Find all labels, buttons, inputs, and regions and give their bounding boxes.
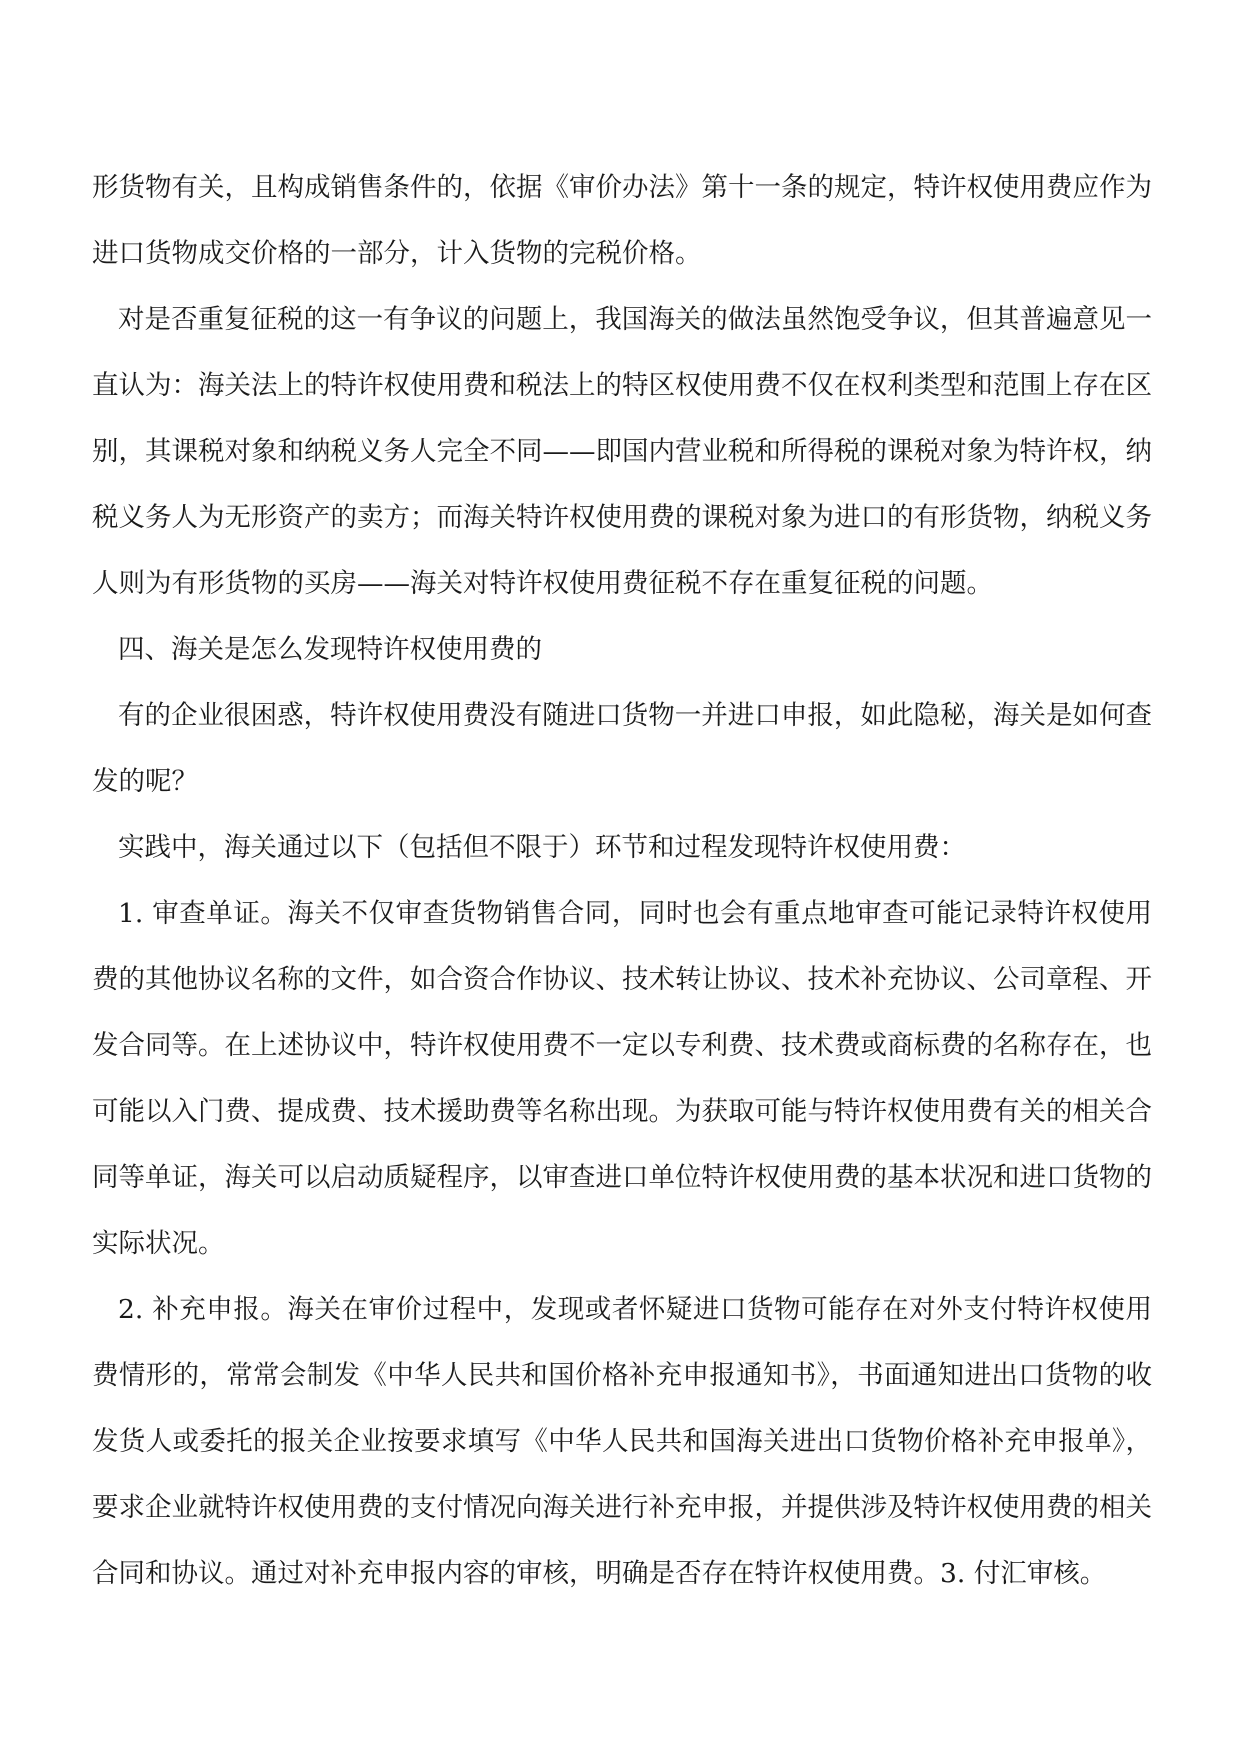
paragraph-review-documents: 1. 审查单证。海关不仅审查货物销售合同，同时也会有重点地审查可能记录特许权使用费的其他协议名称的文件，如合资合作协议、技术转让协议、技术补充协议、公司章程、开发合同等。在上述协议中，特许权使用费不一定以专利费、技术费或商标费的名称存在，也可能以入门费、提成费、技术援助费等名称出现。为获取可能与特许权使用费有关的相关合同等单证，海关可以启动质疑程序，以审查进口单位特许权使用费的基本状况和进口货物的实际状况。 (92, 898, 1152, 1259)
section-heading-four: 四、海关是怎么发现特许权使用费的 (118, 634, 542, 665)
paragraph-royalty-dutiable-value: 形货物有关，且构成销售条件的，依据《审价办法》第十一条的规定，特许权使用费应作为进口货物成交价格的一部分，计入货物的完税价格。 (92, 172, 1152, 269)
paragraph-enterprise-question: 有的企业很困惑，特许权使用费没有随进口货物一并进口申报，如此隐秘，海关是如何查发的呢？ (92, 700, 1152, 797)
paragraph-practice-intro: 实践中，海关通过以下（包括但不限于）环节和过程发现特许权使用费： (118, 832, 966, 863)
paragraph-double-taxation: 对是否重复征税的这一有争议的问题上，我国海关的做法虽然饱受争议，但其普遍意见一直认为：海关法上的特许权使用费和税法上的特区权使用费不仅在权利类型和范围上存在区别，其课税对象和纳税义务人完全不同——即国内营业税和所得税的课税对象为特许权，纳税义务人为无形资产的卖方；而海关特许权使用费的课税对象为进口的有形货物，纳税义务人则为有形货物的买房——海关对特许权使用费征税不存在重复征税的问题。 (92, 304, 1152, 599)
paragraph-supplementary-declaration: 2. 补充申报。海关在审价过程中，发现或者怀疑进口货物可能存在对外支付特许权使用费情形的，常常会制发《中华人民共和国价格补充申报通知书》，书面通知进出口货物的收发货人或委托的报关企业按要求填写《中华人民共和国海关进出口货物价格补充申报单》，要求企业就特许权使用费的支付情况向海关进行补充申报，并提供涉及特许权使用费的相关合同和协议。通过对补充申报内容的审核，明确是否存在特许权使用费。3. 付汇审核。 (92, 1294, 1152, 1589)
document-body (92, 155, 1152, 1607)
